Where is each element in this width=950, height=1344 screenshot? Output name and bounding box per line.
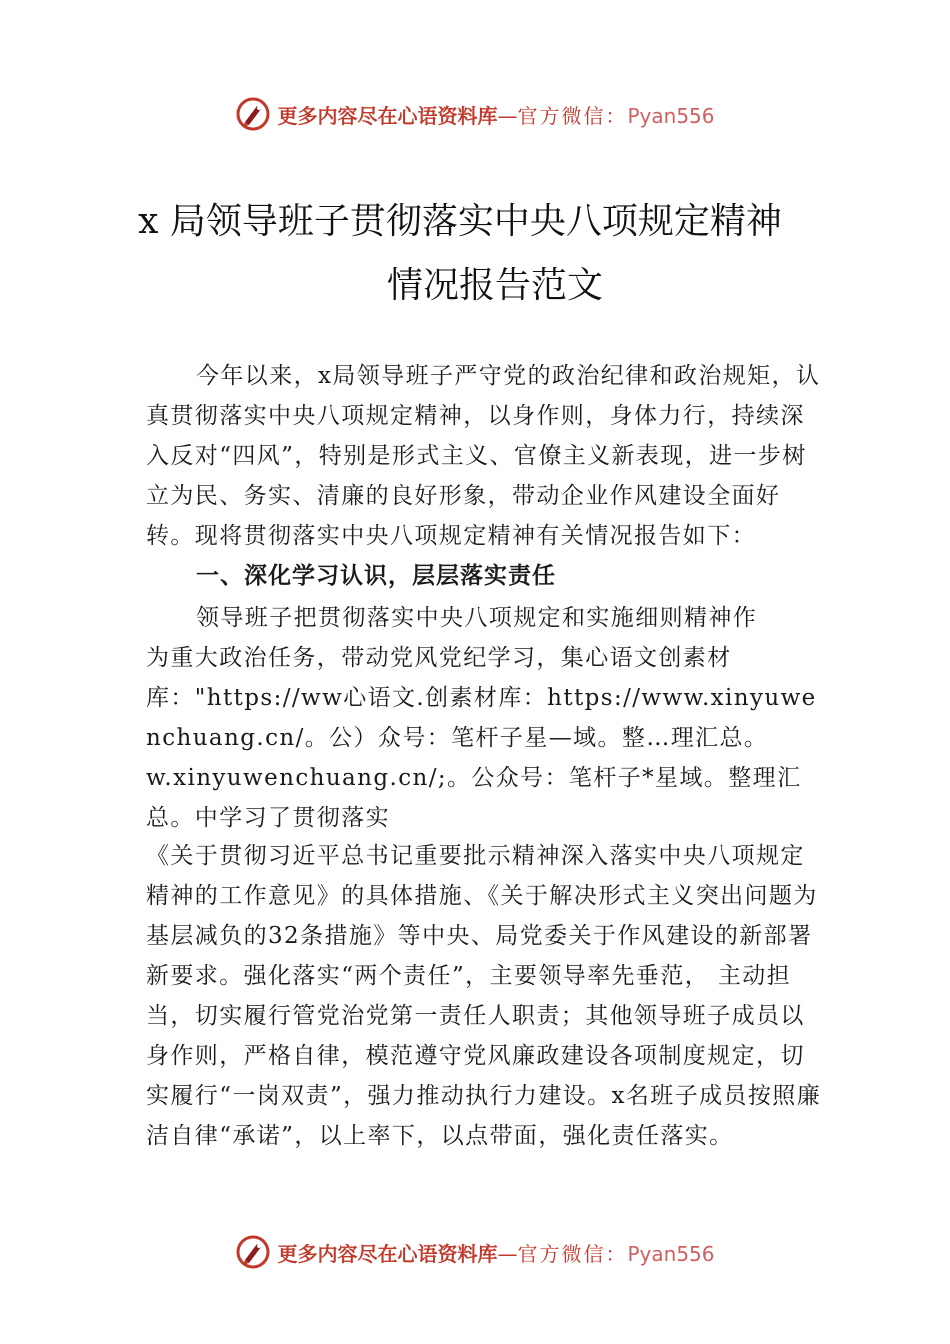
paragraph-line: 库："https://ww心语文.创素材库：https://www.xinyuwe <box>146 685 817 711</box>
banner-label: 官方微信： <box>517 1241 628 1266</box>
paragraph-line: w.xinyuwenchuang.cn/;。公众号：笔杆子*星域。整理汇 <box>146 765 802 791</box>
banner-text <box>277 100 714 129</box>
banner-label: 官方微信： <box>517 103 628 128</box>
header-banner <box>0 92 950 136</box>
banner-wechat-id: Pyan556 <box>627 1241 715 1266</box>
paragraph-line: 总。中学习了贯彻落实 <box>146 805 390 831</box>
section-heading-1: 一、深化学习认识，层层落实责任 <box>196 563 556 589</box>
banner-separator: — <box>497 103 518 128</box>
section1-paragraph <box>146 598 826 838</box>
section1-continued-paragraph: 《关于贯彻习近平总书记重要批示精神深入落实中央八项规定精神的工作意见》的具体措施、《关于解决形式主义突出问题为基层减负的32条措施》等中央、局党委关于作风建设的新部署新要求。强化落实“两个责任”，主要领导率先垂范， 主动担当，切实履行管党治党第一责任人职责；其他领导班子成员以身作则，严格自律，模范遵守党风廉政建设各项制度规定，切实履行“一岗双责”，强力推动执行力建设。x名班子成员按照廉洁自律“承诺”，以上率下，以点带面，强化责任落实。 <box>146 843 822 1149</box>
footer-banner <box>0 1230 950 1274</box>
paragraph-line: 为重大政治任务，带动党风党纪学习，集心语文创素材 <box>146 645 732 671</box>
banner-wechat-id: Pyan556 <box>627 103 715 128</box>
document-title-line2: 情况报告范文 <box>386 265 603 306</box>
banner-text <box>277 1238 714 1267</box>
pen-logo-icon <box>235 96 271 132</box>
paragraph-line: nchuang.cn/。公）众号：笔杆子星—域。整…理汇总。 <box>146 725 769 751</box>
pen-logo-icon <box>235 1234 271 1270</box>
intro-paragraph: 今年以来，x局领导班子严守党的政治纪律和政治规矩，认真贯彻落实中央八项规定精神，以身作则，身体力行，持续深入反对“四风”，特别是形式主义、官僚主义新表现，进一步树立为民、务实、清廉的良好形象，带动企业作风建设全面好转。现将贯彻落实中央八项规定精神有关情况报告如下： <box>146 363 821 549</box>
paragraph-line: 领导班子把贯彻落实中央八项规定和实施细则精神作 <box>196 605 758 631</box>
banner-separator: — <box>497 1241 518 1266</box>
document-title-line1: x 局领导班子贯彻落实中央八项规定精神 <box>138 201 782 242</box>
banner-brand: 更多内容尽在心语资料库 <box>277 1241 498 1266</box>
banner-brand: 更多内容尽在心语资料库 <box>277 103 498 128</box>
